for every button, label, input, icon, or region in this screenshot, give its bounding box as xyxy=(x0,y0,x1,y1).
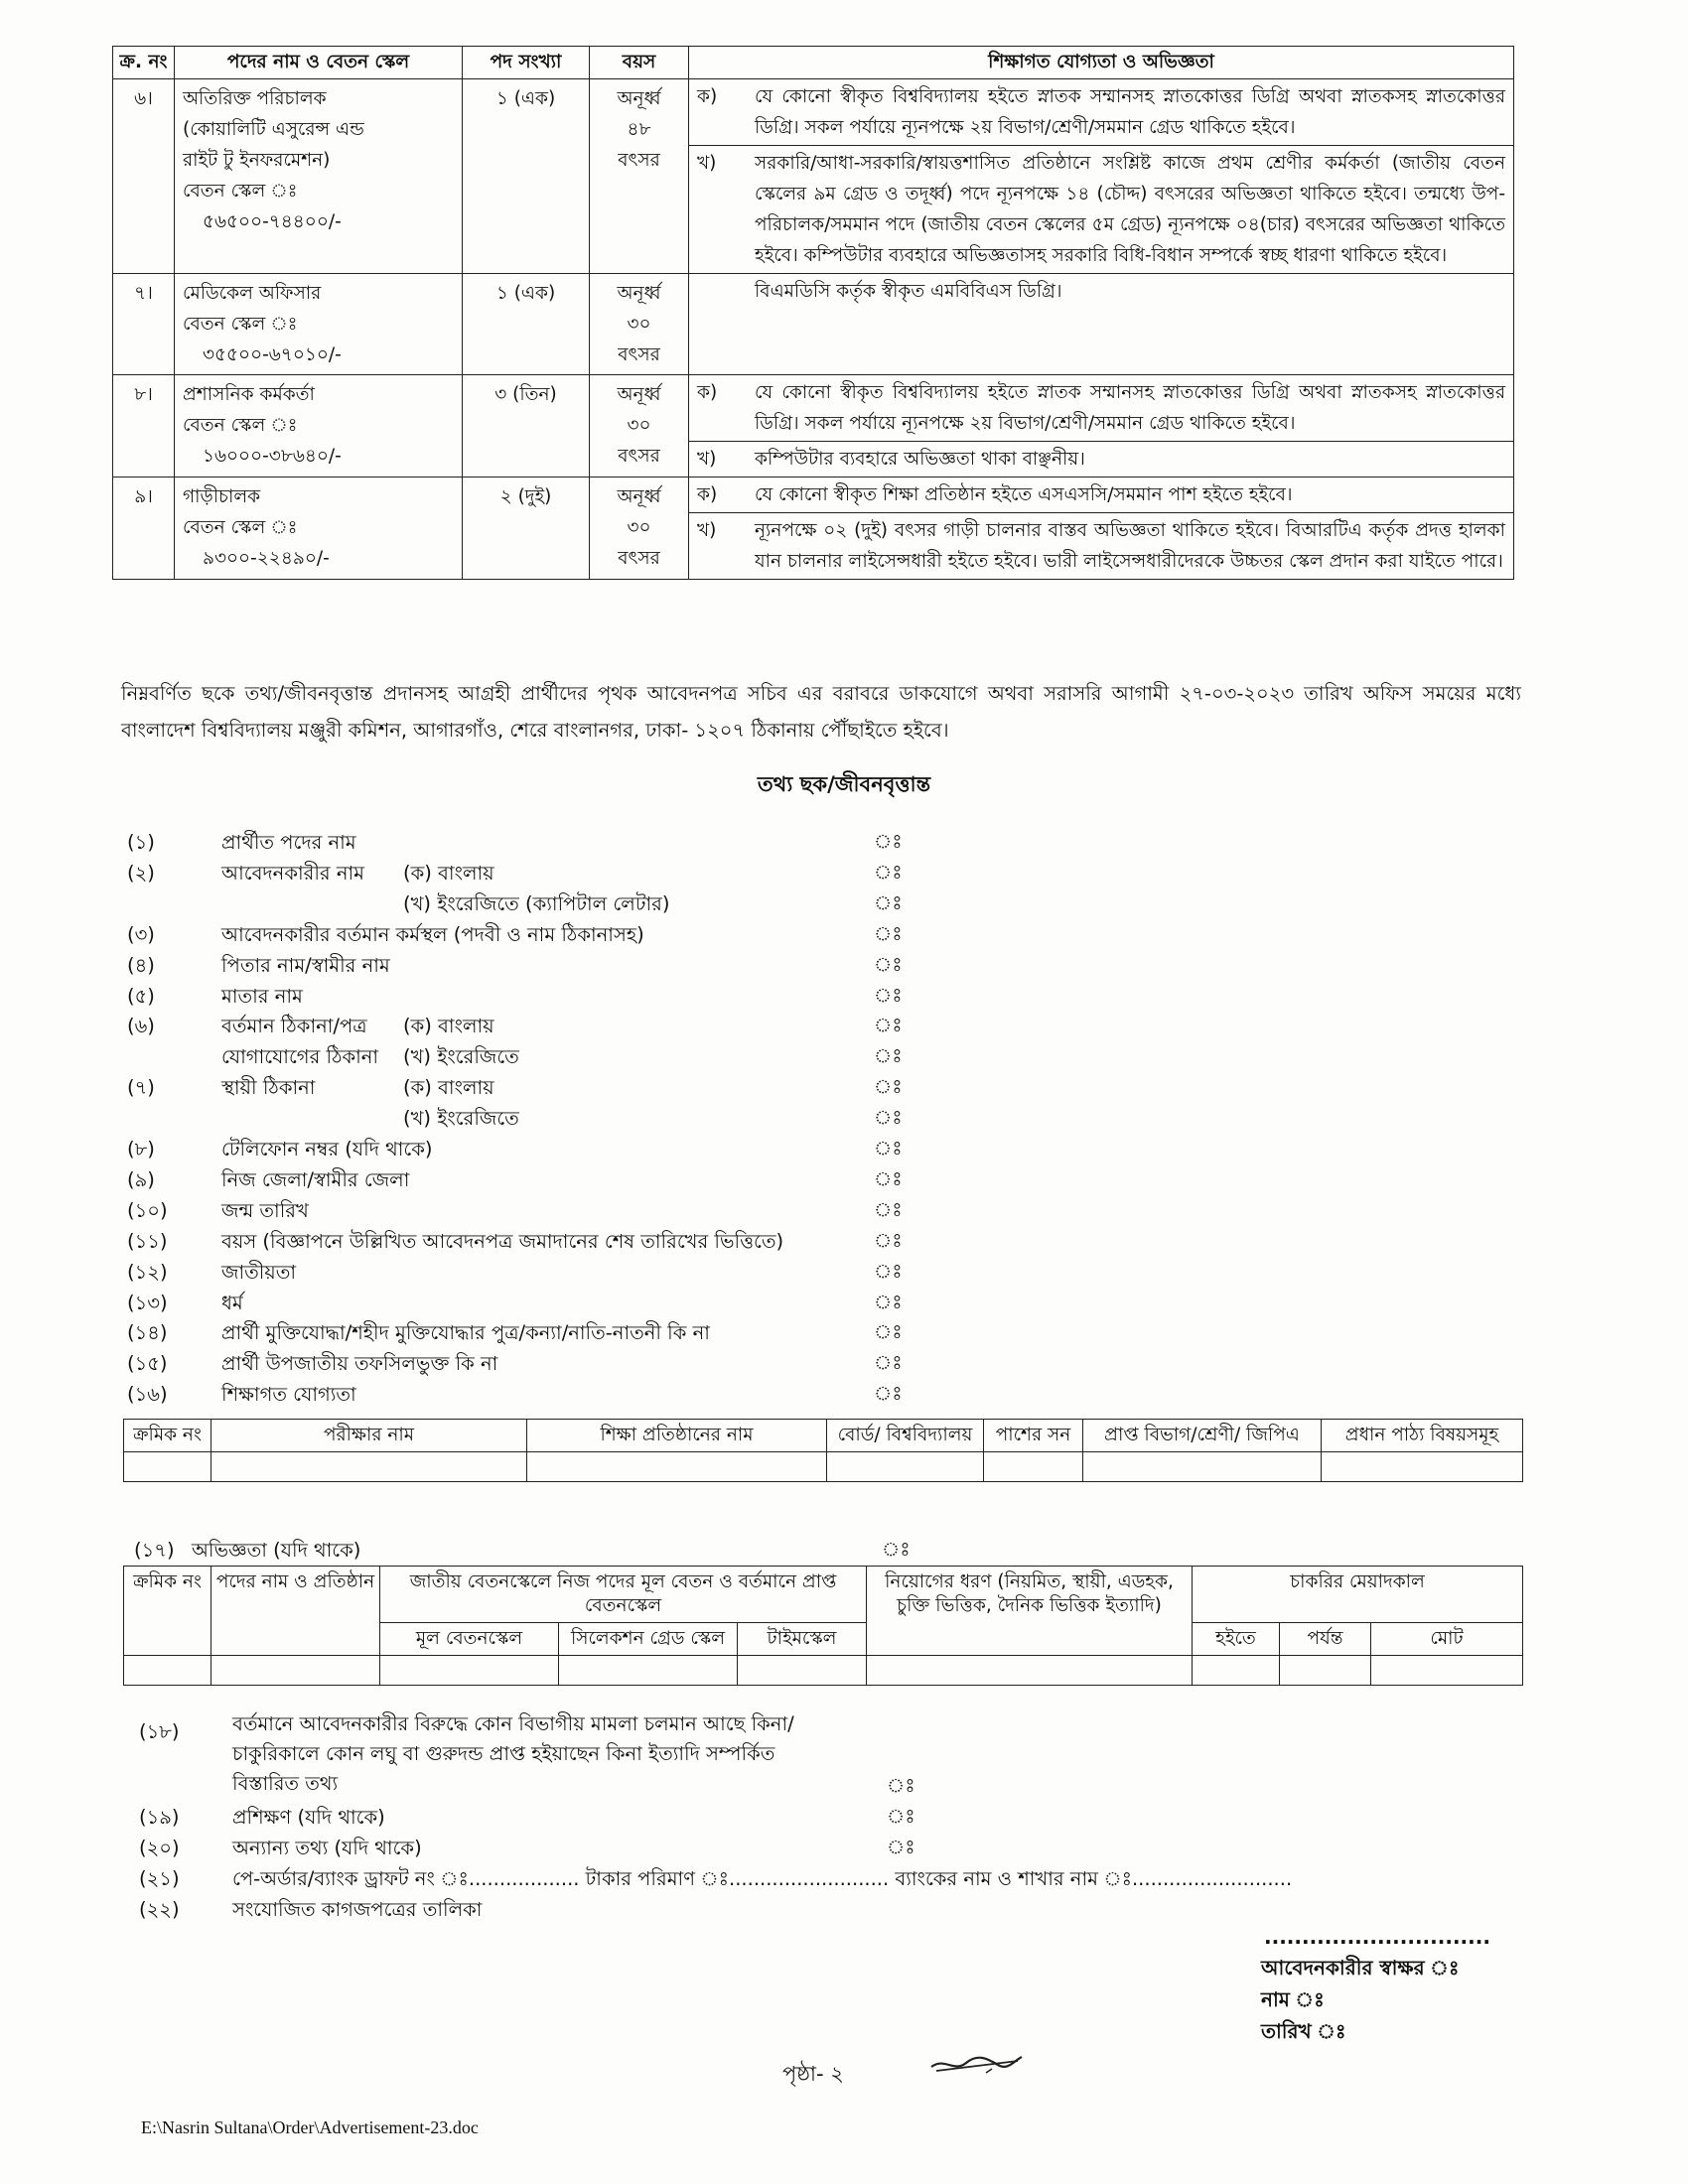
form-field-label: প্রার্থীত পদের নাম xyxy=(221,831,356,854)
qualification-item xyxy=(689,478,1513,512)
form-field-number: (২) xyxy=(127,861,155,885)
form-title: তথ্য ছক/জীবনবৃত্তান্ত xyxy=(757,772,931,796)
row-post-count: ১ (এক) xyxy=(463,274,590,375)
row-qualifications xyxy=(689,79,1514,274)
form-field-number: (১৬) xyxy=(127,1383,168,1407)
field-21-payment-line[interactable]: পে-অর্ডার/ব্যাংক ড্রাফট নং ঃ.................. টাকার পরিমাণ ঃ.......................... ব্যাংকের নাম ও শাখার নাম ঃ.......................... xyxy=(232,1867,1293,1890)
form-field-label: আবেদনকারীর বর্তমান কর্মস্থল (পদবী ও নাম ঠিকানাসহ) xyxy=(221,922,644,946)
post-line: বেতন স্কেল ঃ xyxy=(183,517,298,538)
jobs-table-header xyxy=(113,47,1514,79)
page-number: পৃষ্ঠা- ২ xyxy=(782,2062,844,2086)
form-field-sub-label: (খ) ইংরেজিতে (ক্যাপিটাল লেটার) xyxy=(403,891,670,915)
form-field-label: প্রার্থী মুক্তিযোদ্ধা/শহীদ মুক্তিযোদ্ধার পুত্র/কন্যা/নাতি-নাতনী কি না xyxy=(221,1321,710,1345)
form-field-label: প্রার্থী উপজাতীয় তফসিলভুক্ত কি না xyxy=(221,1352,498,1376)
row-post-count: ২ (দুই) xyxy=(463,478,590,580)
post-line: ১৬০০০-৩৮৬৪০/- xyxy=(203,446,342,467)
jobs-table xyxy=(112,46,1514,580)
form-field-number: (১১) xyxy=(127,1229,168,1253)
qualification-item xyxy=(689,441,1513,477)
exp-col-duration-group: চাকরির মেয়াদকাল xyxy=(1193,1567,1523,1623)
exp-col-to: পর্যন্ত xyxy=(1280,1623,1371,1656)
field-19-number: (১৯) xyxy=(139,1806,180,1829)
form-field-sub-label: (ক) বাংলায় xyxy=(403,861,494,885)
form-field-number: (৭) xyxy=(127,1076,155,1100)
qualification-item xyxy=(689,145,1513,273)
edu-col-subjects: প্রধান পাঠ্য বিষয়সমূহ xyxy=(1322,1420,1523,1452)
qualification-text: যে কোনো স্বীকৃত শিক্ষা প্রতিষ্ঠান হইতে এসএসসি/সমমান পাশ হইতে হইবে। xyxy=(755,484,1293,505)
field-22-number: (২২) xyxy=(139,1898,180,1921)
row-age xyxy=(590,375,689,478)
form-field-label: বয়স (বিজ্ঞাপনে উল্লিখিত আবেদনপত্র জমাদানের শেষ তারিখের ভিত্তিতে) xyxy=(221,1229,784,1253)
form-field-colon: ঃ xyxy=(874,952,903,976)
education-table xyxy=(123,1419,1523,1482)
age-line: বৎসর xyxy=(618,446,660,467)
form-field-colon: ঃ xyxy=(874,830,903,853)
field-17-number: (১৭) xyxy=(134,1539,175,1562)
edu-col-exam: পরীক্ষার নাম xyxy=(211,1420,527,1452)
field-22-label: সংযোজিত কাগজপত্রের তালিকা xyxy=(232,1898,483,1921)
qualification-item xyxy=(689,375,1513,441)
form-field-colon: ঃ xyxy=(874,921,903,945)
form-field-sub-label: (ক) বাংলায় xyxy=(403,1015,494,1038)
jobs-table-row xyxy=(113,478,1514,580)
form-field-colon: ঃ xyxy=(874,1259,903,1283)
field-18-line-3: বিস্তারিত তথ্য xyxy=(232,1772,339,1795)
exp-col-appointment-type: নিয়োগের ধরণ (নিয়মিত, স্থায়ী, এডহক, চুক্তি ভিত্তিক, দৈনিক ভিত্তিক ইত্যাদি) xyxy=(867,1567,1193,1656)
qualification-text: কম্পিউটার ব্যবহারে অভিজ্ঞতা থাকা বাঞ্ছনীয়। xyxy=(755,449,1085,470)
form-field-colon: ঃ xyxy=(874,890,903,914)
age-line: অনূর্ধ্ব xyxy=(617,283,661,304)
row-post-count: ৩ (তিন) xyxy=(463,375,590,478)
field-18-line-2: চাকুরিকালে কোন লঘু বা গুরুদন্ড প্রাপ্ত হইয়াছেন কিনা ইত্যাদি সম্পর্কিত xyxy=(232,1742,775,1765)
form-field-label: শিক্ষাগত যোগ্যতা xyxy=(221,1383,356,1407)
form-field-label: পিতার নাম/স্বামীর নাম xyxy=(221,953,390,977)
experience-header-row-1 xyxy=(124,1567,1523,1623)
age-line: বৎসর xyxy=(618,548,660,569)
age-line: বৎসর xyxy=(618,150,660,171)
form-field-sub-label: (ক) বাংলায় xyxy=(403,1076,494,1100)
post-line: ৩৫৫০০-৬৭০১০/- xyxy=(203,344,342,365)
form-field-colon: ঃ xyxy=(874,1320,903,1344)
qualification-item xyxy=(689,79,1513,145)
form-field-label: বর্তমান ঠিকানা/পত্র xyxy=(221,1015,367,1038)
form-field-number: (১৪) xyxy=(127,1321,168,1345)
form-field-colon: ঃ xyxy=(874,1137,903,1160)
qualification-text: যে কোনো স্বীকৃত বিশ্ববিদ্যালয় হইতে স্নাতক সম্মানসহ স্নাতকোত্তর ডিগ্রি অথবা স্নাতকসহ স্নাতকোত্তর ডিগ্রি। সকল পর্যায়ে ন্যূনপক্ষে ২য় বিভাগ/শ্রেণী/সমমান গ্রেড থাকিতে হইবে। xyxy=(755,86,1505,138)
jobs-table-row xyxy=(113,375,1514,478)
qualification-item xyxy=(689,274,1513,309)
form-field-label: স্থায়ী ঠিকানা xyxy=(221,1076,316,1100)
qualification-text: ন্যূনপক্ষে ০২ (দুই) বৎসর গাড়ী চালনার বাস্তব অভিজ্ঞতা থাকিতে হইবে। বিআরটিএ কর্তৃক প্রদত্ত হালকা যান চালনার লাইসেন্সধারী হইতে হইবে। ভারী লাইসেন্সধারীদেরকে উচ্চতর স্কেল প্রদান করা যাইতে পারে। xyxy=(755,520,1505,572)
qualification-key: ক) xyxy=(697,484,718,505)
form-field-colon: ঃ xyxy=(874,1382,903,1406)
qualification-item xyxy=(689,512,1513,579)
col-qualification: শিক্ষাগত যোগ্যতা ও অভিজ্ঞতা xyxy=(689,47,1514,79)
age-line: ৩০ xyxy=(627,314,651,335)
row-serial: ৮। xyxy=(113,375,175,478)
form-field-colon: ঃ xyxy=(874,1351,903,1375)
form-field-label: টেলিফোন নম্বর (যদি থাকে) xyxy=(221,1138,433,1160)
row-post xyxy=(175,79,463,274)
col-post: পদের নাম ও বেতন স্কেল xyxy=(175,47,463,79)
edu-col-serial: ক্রমিক নং xyxy=(124,1420,211,1452)
age-line: বৎসর xyxy=(618,344,660,365)
qualification-key: খ) xyxy=(697,449,717,470)
form-field-colon: ঃ xyxy=(874,1106,903,1130)
form-field-number: (৯) xyxy=(127,1167,155,1191)
row-serial: ৯। xyxy=(113,478,175,580)
form-field-sub-label: (খ) ইংরেজিতে xyxy=(403,1045,519,1069)
row-qualifications xyxy=(689,478,1514,580)
qualification-key: ক) xyxy=(697,86,718,107)
form-field-number: (১৩) xyxy=(127,1291,168,1314)
row-age xyxy=(590,274,689,375)
field-17-label: অভিজ্ঞতা (যদি থাকে) xyxy=(192,1539,361,1562)
qualification-key: ক) xyxy=(697,382,718,403)
jobs-table-row xyxy=(113,79,1514,274)
form-field-colon: ঃ xyxy=(874,1197,903,1221)
qualification-key: খ) xyxy=(697,520,717,541)
form-field-label: ধর্ম xyxy=(221,1291,243,1314)
form-field-label: জন্ম তারিখ xyxy=(221,1198,309,1222)
age-line: ৪৮ xyxy=(627,119,651,140)
age-line: অনূর্ধ্ব xyxy=(617,384,661,405)
file-path: E:\Nasrin Sultana\Order\Advertisement-23.doc xyxy=(141,2117,479,2137)
row-post xyxy=(175,375,463,478)
post-line: প্রশাসনিক কর্মকর্তা xyxy=(183,384,315,405)
jobs-table-row xyxy=(113,274,1514,375)
row-serial: ৭। xyxy=(113,274,175,375)
post-line: মেডিকেল অফিসার xyxy=(183,283,322,304)
post-line: বেতন স্কেল ঃ xyxy=(183,415,298,436)
post-line: (কোয়ালিটি এসুরেন্স এন্ড xyxy=(183,119,364,140)
education-header-row xyxy=(124,1420,1523,1452)
edu-col-result: প্রাপ্ত বিভাগ/শ্রেণী/ জিপিএ xyxy=(1083,1420,1322,1452)
form-field-number: (৩) xyxy=(127,922,155,946)
form-field-number: (৪) xyxy=(127,953,155,977)
form-field-colon: ঃ xyxy=(874,1166,903,1190)
form-field-number: (১২) xyxy=(127,1260,168,1284)
row-post xyxy=(175,274,463,375)
field-19-colon: ঃ xyxy=(887,1805,915,1828)
post-line: ৫৬৫০০-৭৪৪০০/- xyxy=(203,211,342,232)
col-count: পদ সংখ্যা xyxy=(463,47,590,79)
post-line: বেতন স্কেল ঃ xyxy=(183,181,298,202)
form-field-number: (৬) xyxy=(127,1015,155,1038)
form-field-number: (৮) xyxy=(127,1138,155,1160)
form-field-colon: ঃ xyxy=(874,983,903,1007)
field-18-number: (১৮) xyxy=(139,1720,180,1743)
edu-col-year: পাশের সন xyxy=(984,1420,1083,1452)
row-age xyxy=(590,79,689,274)
row-serial: ৬। xyxy=(113,79,175,274)
exp-col-post: পদের নাম ও প্রতিষ্ঠান xyxy=(211,1567,380,1656)
age-line: ৩০ xyxy=(627,517,651,538)
exp-col-pay-group: জাতীয় বেতনস্কেলে নিজ পদের মূল বেতন ও বর্তমানে প্রাপ্ত বেতনস্কেল xyxy=(380,1567,867,1623)
exp-col-from: হইতে xyxy=(1193,1623,1280,1656)
field-20-colon: ঃ xyxy=(887,1836,915,1858)
post-line: গাড়ীচালক xyxy=(183,486,261,507)
col-age: বয়স xyxy=(590,47,689,79)
row-post xyxy=(175,478,463,580)
form-field-number: (১) xyxy=(127,831,155,854)
field-18-line-1: বর্তমানে আবেদনকারীর বিরুদ্ধে কোন বিভাগীয় মামলা চলমান আছে কিনা/ xyxy=(232,1712,794,1735)
qualification-text: সরকারি/আধা-সরকারি/স্বায়ত্তশাসিত প্রতিষ্ঠানে সংশ্লিষ্ট কাজে প্রথম শ্রেণীর কর্মকর্তা (জাতীয় বেতন স্কেলের ৯ম গ্রেড ও তদূর্ধ্ব) পদে ন্যূনপক্ষে ১৪ (চৌদ্দ) বৎসরের অভিজ্ঞতা থাকিতে হইবে। তন্মধ্যে উপ-পরিচালক/সমমান পদে (জাতীয় বেতন স্কেলের ৫ম গ্রেড) ন্যূনপক্ষে ০৪(চার) বৎসরের অভিজ্ঞতা থাকিতে হইবে। কম্পিউটার ব্যবহারে অভিজ্ঞতাসহ সরকারি বিধি-বিধান সম্পর্কে স্বচ্ছ ধারণা থাকিতে হইবে। xyxy=(755,153,1505,266)
field-21-number: (২১) xyxy=(139,1867,180,1890)
signature-line[interactable]: .............................. xyxy=(1264,1925,1490,1949)
qualification-key xyxy=(697,276,745,307)
experience-empty-row[interactable] xyxy=(124,1656,1523,1686)
row-qualifications xyxy=(689,375,1514,478)
post-line: রাইট টু ইনফরমেশন) xyxy=(183,150,331,171)
post-line: অতিরিক্ত পরিচালক xyxy=(183,88,327,109)
exp-col-timescale: টাইমস্কেল xyxy=(738,1623,867,1656)
age-line: অনূর্ধ্ব xyxy=(617,88,661,109)
instruction-paragraph: নিম্নবর্ণিত ছকে তথ্য/জীবনবৃত্তান্ত প্রদানসহ আগ্রহী প্রার্থীদের পৃথক আবেদনপত্র সচিব এর বরাবরে ডাকযোগে অথবা সরাসরি আগামী ২৭-০৩-২০২৩ তারিখ অফিস সময়ের মধ্যে বাংলাদেশ বিশ্ববিদ্যালয় মঞ্জুরী কমিশন, আগারগাঁও, শেরে বাংলানগর, ঢাকা- ১২০৭ ঠিকানায় পৌঁছাইতে হইবে। xyxy=(121,682,1521,742)
exp-col-serial: ক্রমিক নং xyxy=(124,1567,211,1656)
field-18-colon: ঃ xyxy=(887,1774,915,1797)
form-field-number: (৫) xyxy=(127,984,155,1008)
form-field-colon: ঃ xyxy=(874,1044,903,1068)
form-field-label: জাতীয়তা xyxy=(221,1260,297,1284)
education-empty-row[interactable] xyxy=(124,1452,1523,1482)
date-label: তারিখ ঃ xyxy=(1261,2019,1346,2043)
field-17-colon: ঃ xyxy=(882,1538,911,1561)
edu-col-institution: শিক্ষা প্রতিষ্ঠানের নাম xyxy=(527,1420,827,1452)
signature-label: আবেদনকারীর স্বাক্ষর ঃ xyxy=(1261,1956,1460,1979)
field-19-label: প্রশিক্ষণ (যদি থাকে) xyxy=(232,1806,385,1829)
handwritten-scribble-icon xyxy=(926,2043,1026,2083)
form-field-label: যোগাযোগের ঠিকানা xyxy=(221,1045,379,1069)
form-field-label: মাতার নাম xyxy=(221,984,303,1008)
form-field-sub-label: (খ) ইংরেজিতে xyxy=(403,1107,519,1131)
row-post-count: ১ (এক) xyxy=(463,79,590,274)
form-field-number: (১০) xyxy=(127,1198,168,1222)
form-field-colon: ঃ xyxy=(874,1014,903,1037)
field-20-label: অন্যান্য তথ্য (যদি থাকে) xyxy=(232,1837,422,1859)
form-field-colon: ঃ xyxy=(874,1290,903,1313)
experience-table xyxy=(123,1566,1523,1686)
row-age xyxy=(590,478,689,580)
exp-col-total: মোট xyxy=(1371,1623,1523,1656)
row-qualifications xyxy=(689,274,1514,375)
name-label: নাম ঃ xyxy=(1261,1987,1325,2011)
form-field-label: নিজ জেলা/স্বামীর জেলা xyxy=(221,1167,410,1191)
age-line: অনূর্ধ্ব xyxy=(617,486,661,507)
form-field-colon: ঃ xyxy=(874,1228,903,1252)
qualification-text: যে কোনো স্বীকৃত বিশ্ববিদ্যালয় হইতে স্নাতক সম্মানসহ স্নাতকোত্তর ডিগ্রি অথবা স্নাতকসহ স্নাতকোত্তর ডিগ্রি। সকল পর্যায়ে ন্যূনপক্ষে ২য় বিভাগ/শ্রেণী/সমমান গ্রেড থাকিতে হইবে। xyxy=(755,382,1505,434)
form-field-number: (১৫) xyxy=(127,1352,168,1376)
exp-col-basic-scale: মূল বেতনস্কেল xyxy=(380,1623,559,1656)
qualification-key: খ) xyxy=(697,153,717,174)
form-field-colon: ঃ xyxy=(874,860,903,884)
form-field-label: আবেদনকারীর নাম xyxy=(221,861,364,885)
col-serial: ক্র. নং xyxy=(113,47,175,79)
edu-col-board: বোর্ড/ বিশ্ববিদ্যালয় xyxy=(827,1420,984,1452)
field-20-number: (২০) xyxy=(139,1837,180,1859)
exp-col-selection-grade: সিলেকশন গ্রেড স্কেল xyxy=(559,1623,738,1656)
post-line: ৯৩০০-২২৪৯০/- xyxy=(203,548,330,569)
form-field-colon: ঃ xyxy=(874,1075,903,1099)
age-line: ৩০ xyxy=(627,415,651,436)
post-line: বেতন স্কেল ঃ xyxy=(183,314,298,335)
qualification-text: বিএমডিসি কর্তৃক স্বীকৃত এমবিবিএস ডিগ্রি। xyxy=(755,281,1062,302)
